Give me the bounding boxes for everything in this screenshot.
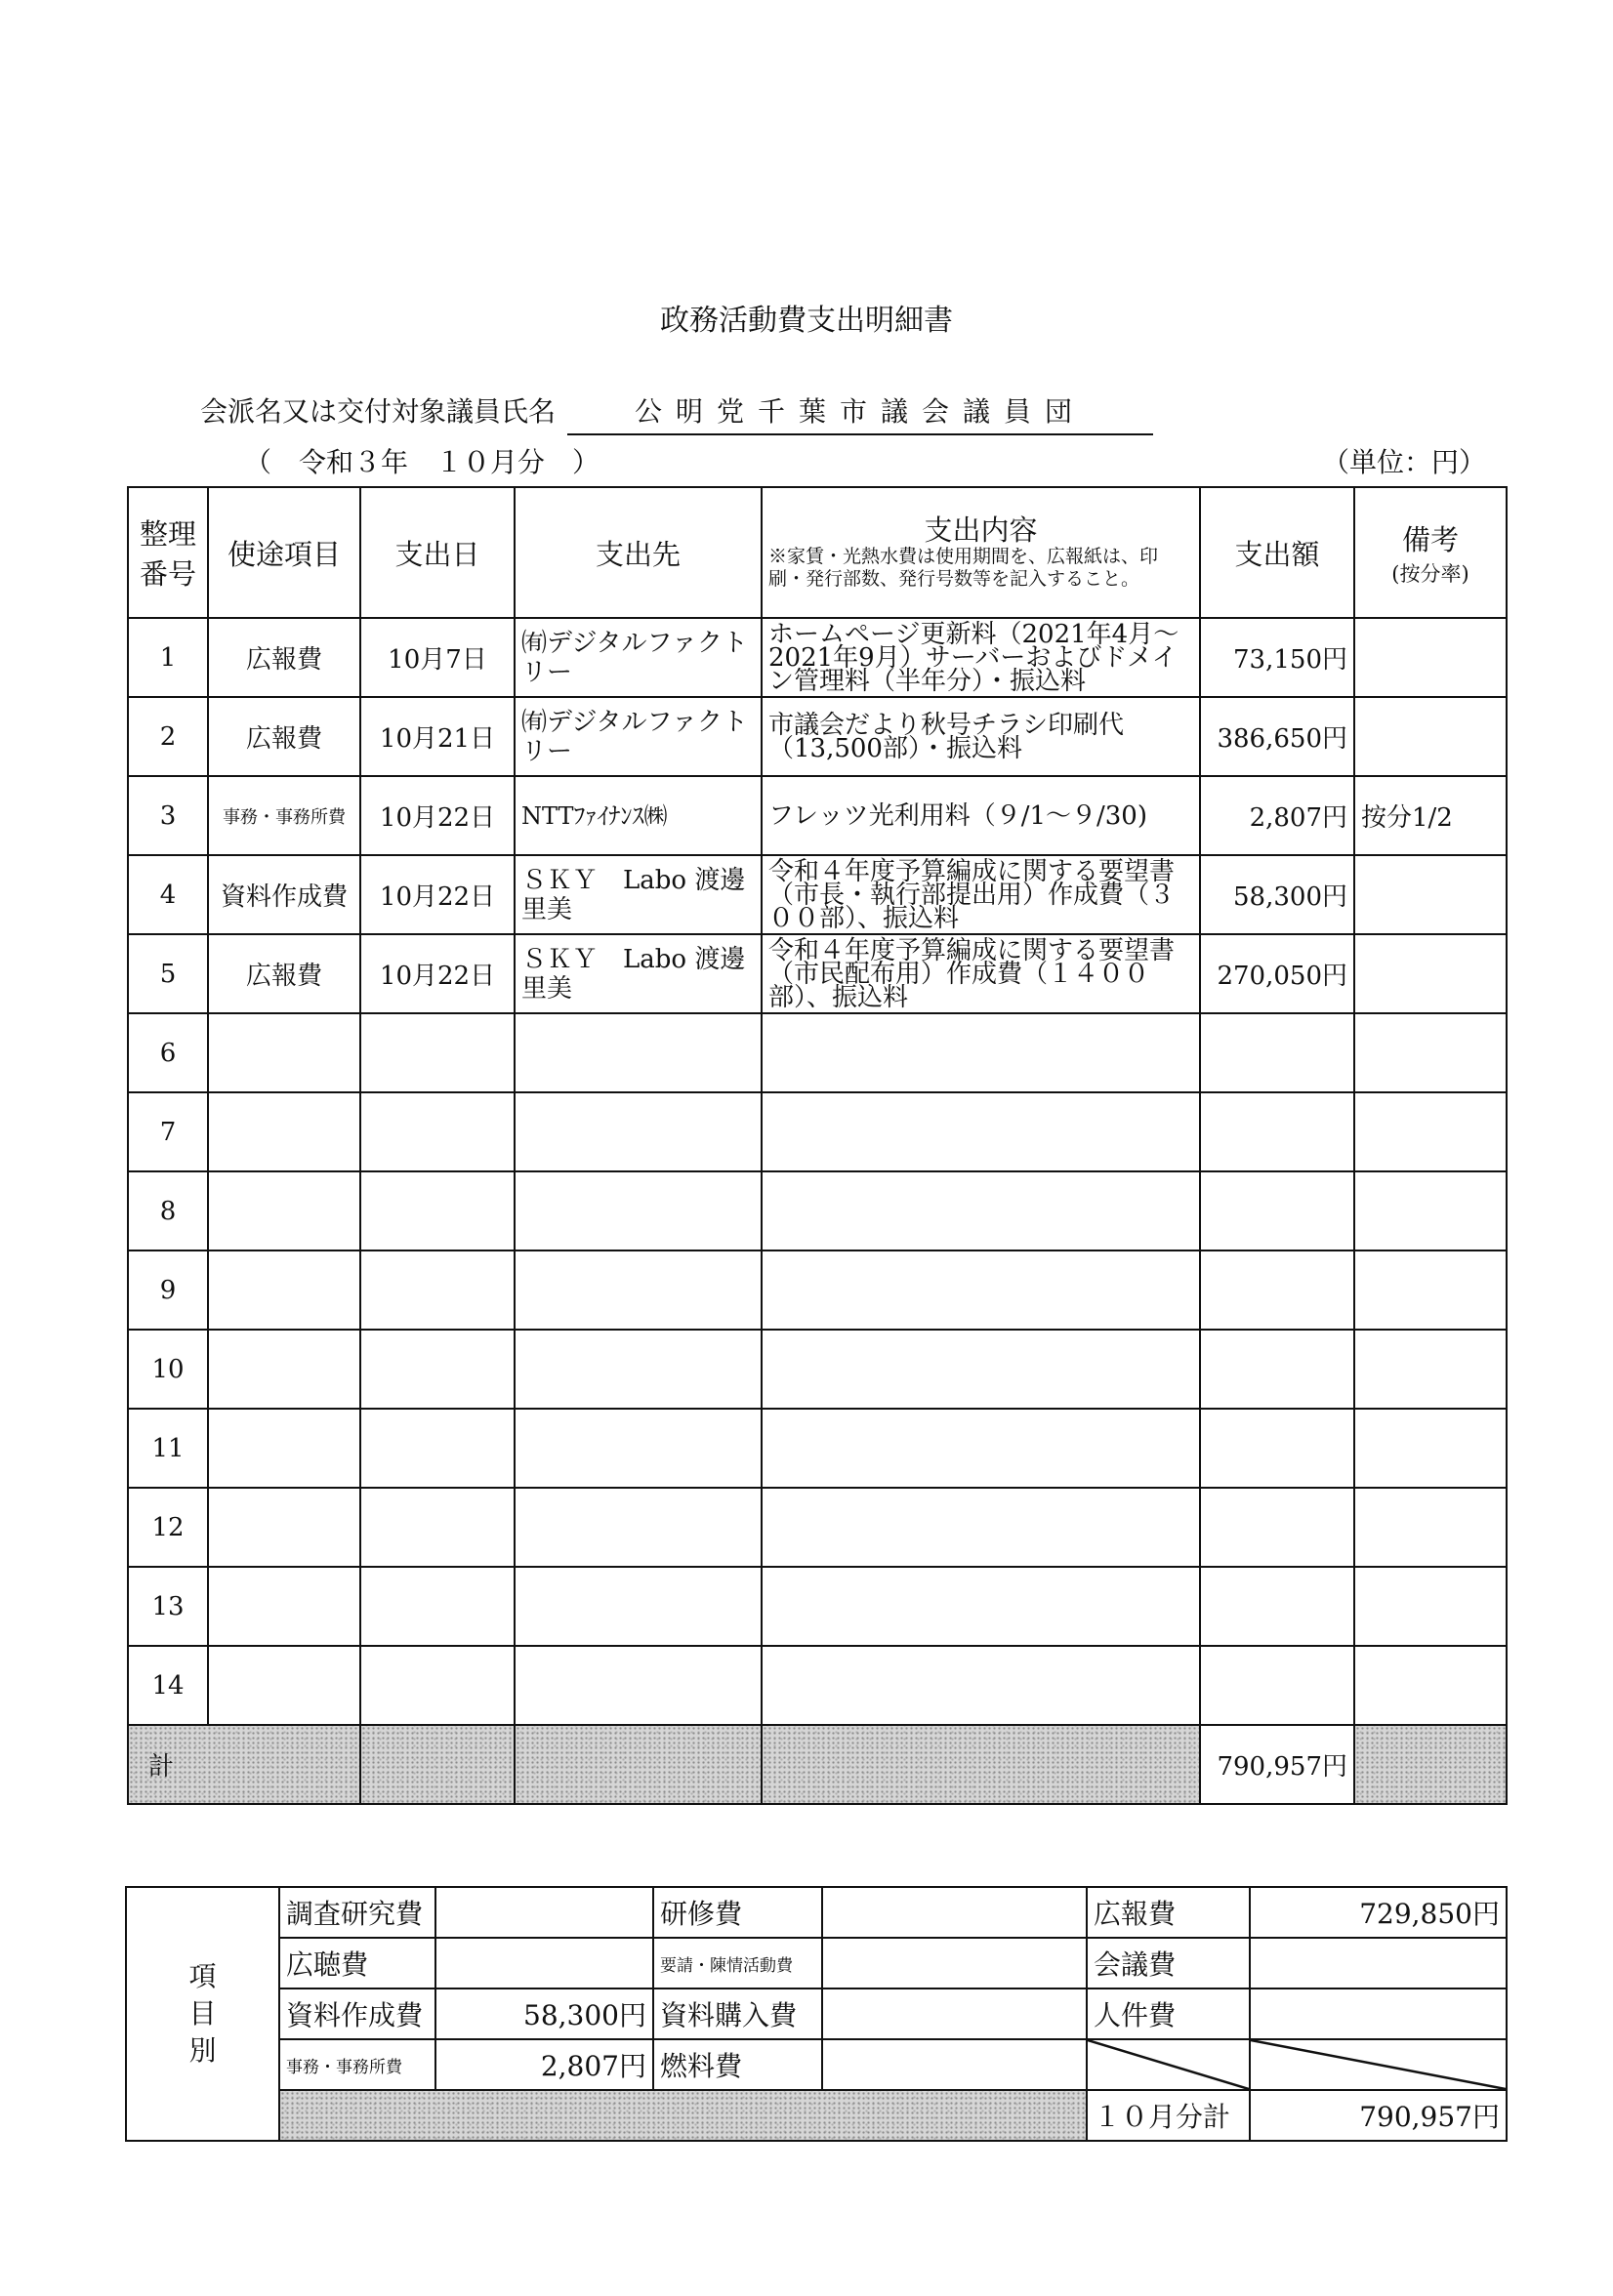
- summary-value-research: [435, 1887, 653, 1938]
- table-row: [128, 1646, 1507, 1725]
- row-note: [1354, 1330, 1507, 1409]
- header-note-sub: (按分率): [1391, 561, 1469, 586]
- row-date: 10月22日: [360, 934, 515, 1013]
- summary-label-month-total: １０月分計: [1087, 2090, 1250, 2141]
- row-note: [1354, 1250, 1507, 1330]
- row-payee: [515, 1013, 762, 1092]
- shaded-cell: [1354, 1725, 1507, 1804]
- header-description-note: ※家賃・光熱水費は使用期間を、広報紙は、印刷・発行部数、発行号数等を記入すること。: [768, 546, 1159, 590]
- summary-side-label: [126, 1887, 279, 2141]
- row-note: [1354, 934, 1507, 1013]
- row-note: [1354, 1171, 1507, 1250]
- summary-label-personnel: 人件費: [1087, 1988, 1250, 2039]
- row-payee: [515, 1646, 762, 1725]
- row-date: [360, 1409, 515, 1488]
- row-category: 広報費: [208, 697, 360, 776]
- shaded-cell: [279, 2090, 1087, 2141]
- table-row: [128, 1488, 1507, 1567]
- summary-value-hearing: [435, 1938, 653, 1988]
- summary-label-meeting: 会議費: [1087, 1938, 1250, 1988]
- row-number: 4: [128, 855, 208, 934]
- row-description: 市議会だより秋号チラシ印刷代（13,500部）・振込料: [762, 697, 1200, 776]
- row-description: [762, 1409, 1200, 1488]
- table-row: [128, 618, 1507, 697]
- row-date: [360, 1567, 515, 1646]
- row-number: 11: [128, 1409, 208, 1488]
- document-title: 政務活動費支出明細書: [660, 304, 953, 338]
- row-number: 10: [128, 1330, 208, 1409]
- row-payee: ＳＫＹ Labo 渡邊里美: [515, 934, 762, 1013]
- row-category: [208, 1409, 360, 1488]
- unit-label: （単位：円）: [1321, 446, 1486, 478]
- row-number: 6: [128, 1013, 208, 1092]
- row-amount: [1200, 1250, 1354, 1330]
- row-note: 按分1/2: [1354, 776, 1507, 855]
- row-description: [762, 1646, 1200, 1725]
- row-number: 14: [128, 1646, 208, 1725]
- header-date: 支出日: [360, 487, 515, 618]
- row-category: 事務・事務所費: [208, 776, 360, 855]
- organization-line: [200, 390, 1153, 435]
- shaded-cell: [515, 1725, 762, 1804]
- header-amount: 支出額: [1200, 487, 1354, 618]
- row-category: [208, 1250, 360, 1330]
- row-payee: [515, 1567, 762, 1646]
- row-date: [360, 1488, 515, 1567]
- table-row: [128, 1013, 1507, 1092]
- total-label: 計: [128, 1725, 360, 1804]
- row-amount: [1200, 1092, 1354, 1171]
- row-payee: [515, 1330, 762, 1409]
- row-category: [208, 1646, 360, 1725]
- row-payee: NTTﾌｧｲﾅﾝｽ㈱: [515, 776, 762, 855]
- row-note: [1354, 855, 1507, 934]
- row-category: 資料作成費: [208, 855, 360, 934]
- row-payee: ＳＫＹ Labo 渡邊里美: [515, 855, 762, 934]
- summary-label-fuel: 燃料費: [653, 2039, 822, 2090]
- summary-side-char: 項: [188, 1960, 217, 1992]
- summary-label-materials-make: 資料作成費: [279, 1988, 435, 2039]
- header-category: 使途項目: [208, 487, 360, 618]
- summary-side-char: 別: [188, 2034, 217, 2067]
- total-amount: 790,957円: [1200, 1725, 1354, 1804]
- summary-value-meeting: [1250, 1938, 1507, 1988]
- summary-row: [126, 2039, 1507, 2090]
- shaded-cell: [360, 1725, 515, 1804]
- expenditure-table: [127, 486, 1508, 1805]
- summary-label-materials-buy: 資料購入費: [653, 1988, 822, 2039]
- row-description: 令和４年度予算編成に関する要望書（市民配布用）作成費（１４００部）、振込料: [762, 934, 1200, 1013]
- row-category: [208, 1171, 360, 1250]
- row-date: [360, 1171, 515, 1250]
- row-description: フレッツ光利用料（９/1～９/30): [762, 776, 1200, 855]
- row-payee: [515, 1488, 762, 1567]
- row-category: 広報費: [208, 934, 360, 1013]
- row-number: 13: [128, 1567, 208, 1646]
- row-amount: [1200, 1171, 1354, 1250]
- row-amount: [1200, 1646, 1354, 1725]
- row-note: [1354, 697, 1507, 776]
- shaded-cell: [762, 1725, 1200, 1804]
- summary-side-char: 目: [188, 1997, 217, 2030]
- row-amount: [1200, 1567, 1354, 1646]
- table-row: [128, 1330, 1507, 1409]
- summary-label-pr: 広報費: [1087, 1887, 1250, 1938]
- summary-value-training: [822, 1887, 1087, 1938]
- row-payee: [515, 1171, 762, 1250]
- diagonal-slash-cell: [1250, 2039, 1507, 2090]
- row-date: [360, 1250, 515, 1330]
- row-note: [1354, 1567, 1507, 1646]
- row-note: [1354, 1409, 1507, 1488]
- table-row: [128, 1567, 1507, 1646]
- row-amount: [1200, 1409, 1354, 1488]
- row-date: 10月22日: [360, 855, 515, 934]
- header-number: 整理番号: [128, 487, 208, 618]
- row-description: [762, 1330, 1200, 1409]
- row-description: [762, 1250, 1200, 1330]
- summary-label-petition: 要請・陳情活動費: [653, 1938, 822, 1988]
- row-date: 10月21日: [360, 697, 515, 776]
- summary-value-materials-make: 58,300円: [435, 1988, 653, 2039]
- row-amount: 270,050円: [1200, 934, 1354, 1013]
- summary-value-materials-buy: [822, 1988, 1087, 2039]
- summary-label-hearing: 広聴費: [279, 1938, 435, 1988]
- row-note: [1354, 1092, 1507, 1171]
- row-note: [1354, 1646, 1507, 1725]
- table-row: [128, 1092, 1507, 1171]
- row-category: [208, 1092, 360, 1171]
- row-payee: ㈲デジタルファクトリー: [515, 697, 762, 776]
- row-note: [1354, 618, 1507, 697]
- summary-label-training: 研修費: [653, 1887, 822, 1938]
- row-description: [762, 1092, 1200, 1171]
- row-note: [1354, 1488, 1507, 1567]
- summary-value-pr: 729,850円: [1250, 1887, 1507, 1938]
- row-category: 広報費: [208, 618, 360, 697]
- row-category: [208, 1567, 360, 1646]
- row-date: [360, 1646, 515, 1725]
- summary-row: [126, 1938, 1507, 1988]
- header-description-title: 支出内容: [924, 513, 1038, 547]
- row-date: 10月22日: [360, 776, 515, 855]
- header-note: [1354, 487, 1507, 618]
- organization-name: 公明党千葉市議会議員団: [567, 390, 1153, 435]
- row-amount: 73,150円: [1200, 618, 1354, 697]
- category-summary-table: [125, 1886, 1508, 2142]
- row-number: 7: [128, 1092, 208, 1171]
- table-row: [128, 855, 1507, 934]
- table-row: [128, 697, 1507, 776]
- summary-value-petition: [822, 1938, 1087, 1988]
- row-amount: 2,807円: [1200, 776, 1354, 855]
- summary-label-research: 調査研究費: [279, 1887, 435, 1938]
- summary-value-personnel: [1250, 1988, 1507, 2039]
- diagonal-slash-cell: [1087, 2039, 1250, 2090]
- header-payee: 支出先: [515, 487, 762, 618]
- summary-row: [126, 1887, 1507, 1938]
- row-number: 2: [128, 697, 208, 776]
- table-row: [128, 1171, 1507, 1250]
- row-amount: [1200, 1488, 1354, 1567]
- row-date: [360, 1013, 515, 1092]
- summary-value-month-total: 790,957円: [1250, 2090, 1507, 2141]
- row-note: [1354, 1013, 1507, 1092]
- row-category: [208, 1488, 360, 1567]
- row-description: [762, 1013, 1200, 1092]
- row-description: ホームページ更新料（2021年4月～2021年9月）サーバーおよびドメイン管理料（半年分）・振込料: [762, 618, 1200, 697]
- table-header-row: [128, 487, 1507, 618]
- reporting-period: （ 令和３年 １０月分 ）: [244, 446, 600, 478]
- table-row: [128, 1250, 1507, 1330]
- row-number: 12: [128, 1488, 208, 1567]
- table-row: [128, 776, 1507, 855]
- row-amount: 58,300円: [1200, 855, 1354, 934]
- row-number: 5: [128, 934, 208, 1013]
- header-description: [762, 487, 1200, 618]
- table-row: [128, 934, 1507, 1013]
- summary-row: [126, 2090, 1507, 2141]
- summary-row: [126, 1988, 1507, 2039]
- row-description: [762, 1171, 1200, 1250]
- table-row: [128, 1409, 1507, 1488]
- row-category: [208, 1330, 360, 1409]
- row-date: 10月7日: [360, 618, 515, 697]
- total-row: [128, 1725, 1507, 1804]
- organization-label: 会派名又は交付対象議員氏名: [200, 395, 557, 428]
- row-description: 令和４年度予算編成に関する要望書（市長・執行部提出用）作成費（３００部）、振込料: [762, 855, 1200, 934]
- row-date: [360, 1092, 515, 1171]
- row-category: [208, 1013, 360, 1092]
- summary-label-office: 事務・事務所費: [279, 2039, 435, 2090]
- row-date: [360, 1330, 515, 1409]
- summary-value-fuel: [822, 2039, 1087, 2090]
- row-number: 9: [128, 1250, 208, 1330]
- row-amount: 386,650円: [1200, 697, 1354, 776]
- row-payee: [515, 1250, 762, 1330]
- row-payee: [515, 1409, 762, 1488]
- row-number: 1: [128, 618, 208, 697]
- row-number: 3: [128, 776, 208, 855]
- summary-value-office: 2,807円: [435, 2039, 653, 2090]
- row-description: [762, 1567, 1200, 1646]
- row-description: [762, 1488, 1200, 1567]
- row-amount: [1200, 1013, 1354, 1092]
- header-note-title: 備考: [1401, 522, 1459, 556]
- row-payee: ㈲デジタルファクトリー: [515, 618, 762, 697]
- row-amount: [1200, 1330, 1354, 1409]
- row-payee: [515, 1092, 762, 1171]
- row-number: 8: [128, 1171, 208, 1250]
